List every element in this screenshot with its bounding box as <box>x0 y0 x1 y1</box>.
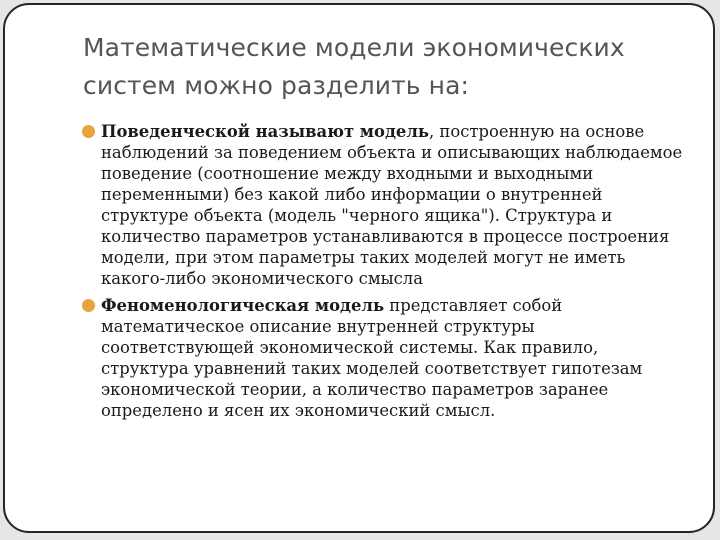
slide-title: Математические модели экономических систем можно разделить на: <box>83 33 625 100</box>
bullet-dot-icon <box>82 299 95 312</box>
bullet-text: , построенную на основе наблюдений за поведением объекта и описывающих наблюдаемое поведение (соотношение между входными и выходными переменными) без какой либо информации о внутренней структуре объекта (модель "черного ящика"). Структура и количество параметров устанавливаются в процессе построения модели, при этом параметры таких моделей могут не иметь какого-либо экономического смысла <box>101 122 683 288</box>
bullet-dot-icon <box>82 125 95 138</box>
bullet-text: представляет собой математическое описание внутренней структуры соответствующей экономической системы. Как правило, структура уравнений таких моделей соответствует гипотезам экономической теории, а количество параметров заранее определено и ясен их экономический смысл. <box>101 296 643 420</box>
bullet-list <box>85 121 685 427</box>
slide <box>3 3 715 533</box>
bullet-term: Поведенческой называют модель <box>101 122 430 141</box>
bullet-term: Феноменологическая модель <box>101 296 385 315</box>
list-item <box>85 295 685 421</box>
list-item <box>85 121 685 289</box>
